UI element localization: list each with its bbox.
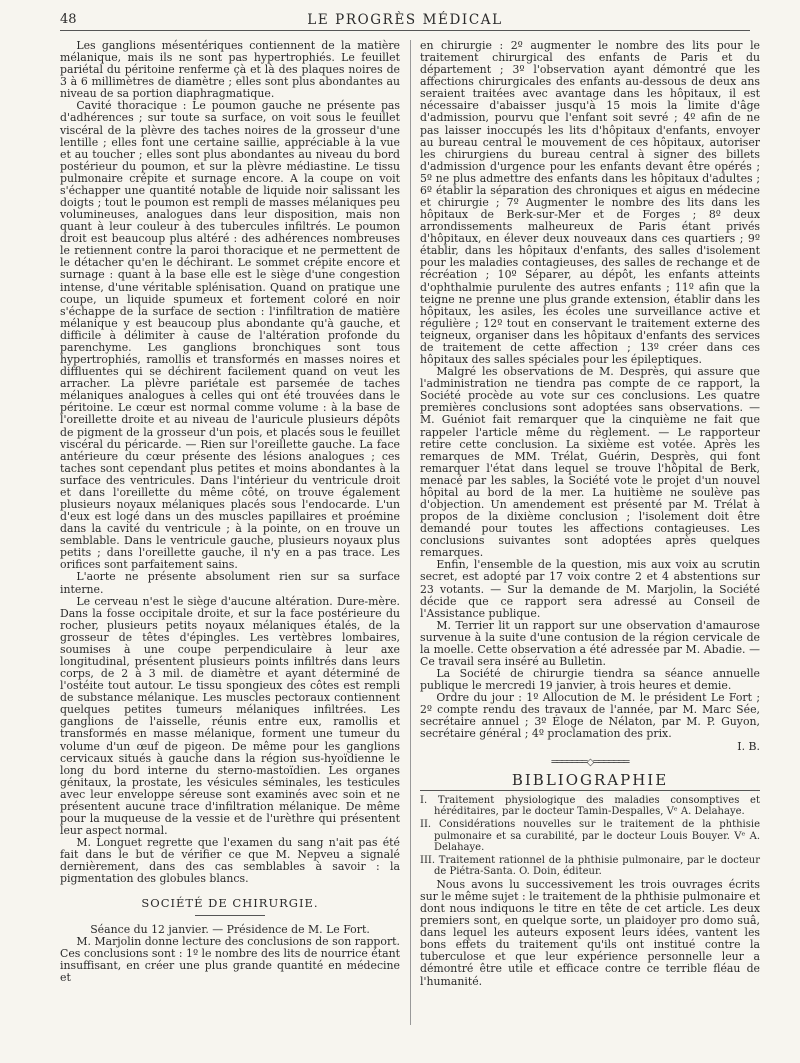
signature: I. B.	[737, 739, 760, 753]
bibliography-item: I. Traitement physiologique des maladies consomptives et héréditaires, par le docteur Tamin-Despalles, Vᵉ A. Delahaye.	[420, 794, 760, 818]
seance-line: Séance du 12 janvier. — Présidence de M. Le Fort.	[90, 922, 370, 936]
page-number: 48	[60, 12, 77, 27]
ornamental-divider: ═══════◇═══════	[551, 756, 629, 768]
journal-title: LE PROGRÈS MÉDICAL	[307, 12, 503, 28]
paragraph-ordre-du-jour: Ordre du jour : 1º Allocution de M. le président Le Fort ; 2º compte rendu des travaux de l'année, par M. Marc Sée, secrétaire annuel ; 3º Éloge de Nélaton, par M. P. Guyon, secrétaire général ; 4º proclamation des prix.	[420, 691, 760, 741]
left-column	[60, 40, 400, 984]
paragraph-cerveau: Le cerveau n'est le siège d'aucune altération. Dure-mère. Dans la fosse occipitale droite, et sur la face postérieure du rocher, plusieurs petits noyaux mélaniques étalés, de la grosseur de têtes d'épingles. Les vertèbres lombaires, soumises à une coupe perpendiculaire à leur axe longitudinal, présentent plusieurs points infiltrés dans leurs corps, de 2 à 3 mil. de diamètre et ayant déterminé de l'ostéite tout autour. Le tissu spongieux des côtes est rempli de substance mélanique. Les muscles pectoraux contiennent quelques petites tumeurs mélaniques infiltrées. Les ganglions de l'aisselle, réunis entre eux, ramollis et transformés en masse mélanique, forment une tumeur du volume d'un œuf de pigeon. De même pour les ganglions cervicaux situés à gauche dans la région sus-hyoïdienne le long du bord interne du sterno-mastoïdien. Les organes génitaux, la prostate, les vésicules séminales, les testicules avec leur enveloppe séreuse sont examinés avec soin et ne présentent aucune trace d'infiltration mélanique. De même pour la muqueuse de la vessie et de l'urèthre qui présentent leur aspect normal.	[60, 594, 400, 838]
paragraph-marjolin: M. Marjolin donne lecture des conclusions de son rapport. Ces conclusions sont : 1º le nombre des lits de nourrice étant insuffisant, en créer une plus grande quantité en médecine et	[60, 934, 400, 984]
paragraph-bibliography: Nous avons lu successivement les trois ouvrages écrits sur le même sujet : le traitement de la phthisie pulmonaire et dont nous indiquons le titre en tête de cet article. Les deux premiers sont, en quelque sorte, un plaidoyer pro domo suâ, dans lequel les auteurs exposent leurs idées, vantent les bons effets du traitement qu'ils ont institué contre la tuberculose et que leur expérience personnelle leur a démontré être utile et efficace contre ce terrible fléau de l'humanité.	[420, 877, 760, 988]
paragraph-seance-annuelle: La Société de chirurgie tiendra sa séance annuelle publique le mercredi 19 janvier, à trois heures et demie.	[420, 667, 760, 693]
paragraph-cavite-thoracique: Cavité thoracique : Le poumon gauche ne présente pas d'adhérences ; sur toute sa surface, on voit sous le feuillet viscéral de la plèvre des taches noires de la grosseur d'une lentille ; elles font une certaine saillie, appréciable à la vue et au toucher ; elles sont plus abondantes au niveau du bord postérieur du poumon, et sur la plèvre médiastine. Le tissu pulmonaire crépite et surnage encore. A la coupe on voit s'échapper une quantité notable de liquide noir salissant les doigts ; tout le poumon est rempli de masses mélaniques peu volumineuses, analogues dans leur disposition, mais non quant à leur couleur à des tubercules infiltrés. Le poumon droit est beaucoup plus altéré : des adhérences nombreuses le retiennent contre la paroi thoracique et ne permettent de le détacher qu'en le déchirant. Le sommet crépite encore et surnage : quant à la base elle est le siège d'une congestion intense, d'une véritable splénisation. Quand on pratique une coupe, un liquide spumeux et fortement coloré en noir s'échappe de la surface de section : l'infiltration de matière mélanique y est beaucoup plus abondante qu'à gauche, et difficile à délimiter à cause de l'altération profonde du parenchyme. Les ganglions bronchiques sont tous hypertrophiés, ramollis et transformés en masses noires et diffluentes qui se déchirent facilement quand on veut les arracher. La plèvre pariétale est parsemée de taches mélaniques analogues à celles qui ont été trouvées dans le péritoine. Le cœur est normal comme volume : à la base de l'oreillette droite et au niveau de l'auricule plusieurs dépôts de pigment de la grosseur d'un pois, et placés sous le feuillet viscéral du péricarde. — Rien sur l'oreillette gauche. La face antérieure du cœur présente des lésions analogues ; ces taches sont cependant plus petites et moins abondantes à la surface des ventricules. Dans l'intérieur du ventricule droit et dans l'oreillette du même côté, on trouve également plusieurs noyaux mélaniques placés sous l'endocarde. L'un d'eux est logé dans un des muscles papillaires et proémine dans la cavité du ventricule ; à la pointe, on en trouve un semblable. Dans le ventricule gauche, plusieurs noyaux plus petits ; dans l'oreillette gauche, il n'y en a pas trace. Les orifices sont parfaitement sains.	[60, 99, 400, 572]
right-column	[420, 40, 760, 988]
paragraph-terrier: M. Terrier lit un rapport sur une observation d'amaurose survenue à la suite d'une contusion de la région cervicale de la moelle. Cette observation a été adressée par M. Abadie. — Ce travail sera inséré au Bulletin.	[420, 618, 760, 668]
page-header	[60, 12, 750, 31]
paragraph-longuet: M. Longuet regrette que l'examen du sang n'ait pas été fait dans le but de vérifier ce que M. Nepveu a signalé dernièrement, dans des cas semblables à savoir : la pigmentation des globules blancs.	[60, 836, 400, 886]
society-title: SOCIÉTÉ DE CHIRURGIE.	[141, 896, 319, 911]
bibliography-title: BIBLIOGRAPHIE	[511, 770, 669, 789]
paragraph-aorte: L'aorte ne présente absolument rien sur sa surface interne.	[60, 570, 400, 596]
column-divider	[410, 40, 411, 1025]
title-rule	[195, 915, 265, 916]
paragraph-scrutin: Enfin, l'ensemble de la question, mis aux voix au scrutin secret, est adopté par 17 voix contre 2 et 4 abstentions sur 23 votants. — Sur la demande de M. Marjolin, la Société décide que ce rapport sera adressé au Conseil de l'Assistance publique.	[420, 558, 760, 620]
bibliography-rule	[420, 790, 760, 791]
bibliography-item: II. Considérations nouvelles sur le traitement de la phthisie pulmonaire et sa curabilité, par le docteur Louis Bouyer. Vᵉ A. Delahaye.	[420, 818, 760, 854]
paragraph-conclusions: en chirurgie : 2º augmenter le nombre des lits pour le traitement chirurgical des enfants de Paris et du département ; 3º l'observation ayant démontré que les affections chirurgicales des enfants au-dessous de deux ans seraient traitées avec avantage dans les hôpitaux, il est nécessaire d'abaisser jusqu'à 15 mois la limite d'âge d'admission, pourvu que l'enfant soit sevré ; 4º afin de ne pas laisser inoccupés les lits d'hôpitaux d'enfants, envoyer au bureau central le mouvement de ces hôpitaux, autoriser les chirurgiens du bureau central à signer des billets d'admission d'urgence pour les enfants devant être opérés ; 5º ne plus admettre des enfants dans les hôpitaux d'adultes ; 6º établir la séparation des chroniques et aigus en médecine et chirurgie ; 7º Augmenter le nombre des lits dans les hôpitaux de Berk-sur-Mer et de Forges ; 8º deux arrondissements malheureux de Paris étant privés d'hôpitaux, en élever deux nouveaux dans ces quartiers ; 9º établir, dans les hôpitaux d'enfants, des salles d'isolement pour les maladies contagieuses, des salles de rechange et de récréation ; 10º Séparer, au dépôt, les enfants atteints d'ophthalmie purulente des autres enfants ; 11º afin que la teigne ne prenne une plus grande extension, établir dans les hôpitaux, les asiles, les écoles une surveillance active et régulière ; 12º tout en conservant le traitement externe des teigneux, organiser dans les hôpitaux d'enfants des services de traitement de cette affection ; 13º créer dans ces hôpitaux des salles spéciales pour les épileptiques.	[420, 39, 760, 367]
bibliography-item: III. Traitement rationnel de la phthisie pulmonaire, par le docteur de Piétra-Santa. O. Doin, éditeur.	[420, 854, 760, 878]
paragraph-ganglions: Les ganglions mésentériques contiennent de la matière mélanique, mais ils ne sont pas hypertrophiés. Le feuillet pariétal du péritoine renferme çà et là des plaques noires de 3 à 6 millimètres de diamètre ; elles sont plus abondantes au niveau de sa portion diaphragmatique.	[60, 39, 400, 101]
paragraph-vote: Malgré les observations de M. Desprès, qui assure que l'administration ne tiendra pas compte de ce rapport, la Société procède au vote sur ces conclusions. Les quatre premières conclusions sont adoptées sans observations. — M. Guéniot fait remarquer que la cinquième ne fait que rappeler l'article même du règlement. — Le rapporteur retire cette conclusion. La sixième est votée. Après les remarques de MM. Trélat, Guérin, Desprès, qui font remarquer l'état dans lequel se trouve l'hôpital de Berk, menacé par les sables, la Société vote le projet d'un nouvel hôpital au bord de la mer. La huitième ne soulève pas d'objection. Un amendement est présenté par M. Trélat à propos de la dixième conclusion ; l'isolement doit être demandé pour toutes les affections contagieuses. Les conclusions suivantes sont adoptées après quelques remarques.	[420, 365, 760, 560]
